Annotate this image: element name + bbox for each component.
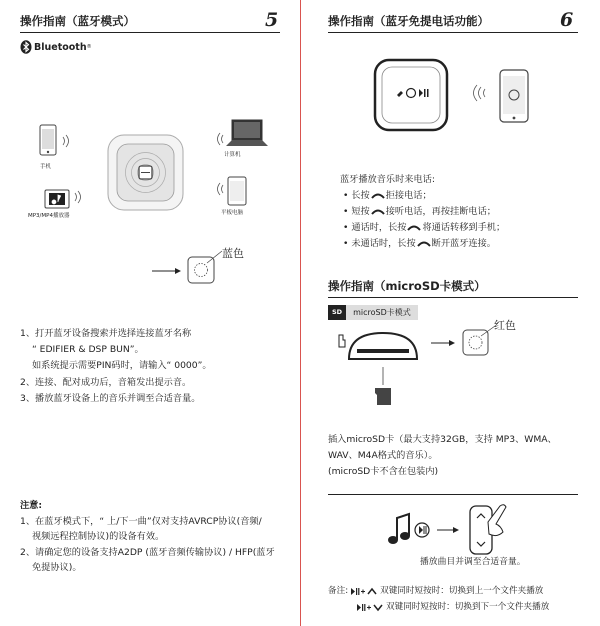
tablet-icon <box>228 177 246 205</box>
mp3-player-icon <box>45 190 69 208</box>
phone-call-icon <box>500 70 528 122</box>
remark-1-text: 双键同时短按时：切换到上一个文件夹播放 <box>380 586 544 596</box>
red-led-label: 红色 <box>494 319 516 332</box>
handset-icon <box>371 208 385 216</box>
call-item-3-post: 将通话转移到手机； <box>422 222 506 233</box>
call-item-4-pre: • 未通话时，长按 <box>343 238 416 249</box>
microsd-header-rule <box>328 297 578 298</box>
microsd-text-line-3: (microSD卡不含在包装内) <box>328 466 439 477</box>
laptop-signal-icon <box>218 133 224 145</box>
mp3-label: MP3/MP4播放器 <box>28 213 70 219</box>
microsd-badge-label: microSD卡模式 <box>346 305 418 320</box>
microsd-card-icon <box>375 388 391 405</box>
step-2: 2、连接、配对成功后，音箱发出提示音。 <box>20 377 192 388</box>
call-item-2-pre: • 短按 <box>343 206 370 217</box>
computer-label: 计算机 <box>224 152 241 158</box>
remark-2 <box>354 601 549 614</box>
volume-section-rule <box>328 494 578 495</box>
left-page-number: 5 <box>265 9 279 31</box>
page-divider <box>300 0 301 626</box>
speaker-top-icon <box>375 60 447 130</box>
left-page-header: 操作指南（蓝牙模式） <box>20 14 135 28</box>
microsd-mode-badge <box>328 305 418 320</box>
microsd-insert-illustration <box>335 325 505 415</box>
right-page-header: 操作指南（蓝牙免提电话功能） <box>328 14 489 28</box>
microsd-text-line-2: WAV、M4A格式的音乐）。 <box>328 450 438 461</box>
microsd-text-line-1: 插入microSD卡（最大支持32GB，支持 MP3、WMA、 <box>328 434 557 445</box>
handset-icon <box>371 192 385 200</box>
bluetooth-reg-mark: ® <box>86 44 92 50</box>
laptop-icon <box>226 120 268 146</box>
phone-label: 手机 <box>40 164 52 170</box>
handset-icon <box>417 240 431 248</box>
volume-illustration <box>385 500 525 558</box>
note-1-line-1: 1、在蓝牙模式下，“ 上/下一曲”仅对支持AVRCP协议(音频/ <box>20 516 262 527</box>
note-title: 注意: <box>20 500 43 511</box>
play-pause-plus-up-icon <box>350 587 378 596</box>
handsfree-illustration <box>370 55 540 135</box>
phone-signal-icon <box>63 135 69 147</box>
left-header-rule <box>20 32 280 33</box>
sd-slot-icon <box>339 333 417 359</box>
call-item-2 <box>343 205 496 218</box>
remark-2-text: 双键同时短按时：切换到下一个文件夹播放 <box>386 602 550 612</box>
right-header-rule <box>328 32 578 33</box>
bluetooth-logo-text: Bluetooth <box>34 41 87 53</box>
right-page-number: 6 <box>560 9 574 31</box>
note-2-line-1: 2、请确定您的设备支持A2DP (蓝牙音频传输协议) / HFP(蓝牙 <box>20 547 275 558</box>
volume-caption: 播放曲目并调至合适音量。 <box>420 557 526 567</box>
call-item-4-post: 断开蓝牙连接。 <box>431 238 496 249</box>
step-1-line-3: 如系统提示需要PIN码时，请输入“ 0000”。 <box>32 360 212 371</box>
call-signal-icon <box>474 85 486 101</box>
call-item-3 <box>343 221 505 234</box>
mp3-signal-icon <box>75 191 81 203</box>
blue-led-label: 蓝色 <box>222 247 244 260</box>
phone-icon <box>40 125 56 155</box>
call-item-2-post: 接听电话，再按挂断电话； <box>385 206 496 217</box>
microsd-badge-icon: SD <box>328 305 346 320</box>
remark-1 <box>328 585 543 598</box>
tablet-label: 平板电脑 <box>221 210 244 216</box>
call-title: 蓝牙播放音乐时来电话: <box>340 174 435 185</box>
microsd-section-header: 操作指南（microSD卡模式） <box>328 279 486 293</box>
note-1-line-2: 视频远程控制协议)的设备有效。 <box>32 531 165 542</box>
note-2-line-2: 免提协议)。 <box>32 562 82 573</box>
tablet-signal-icon <box>218 183 224 195</box>
step-1-line-1: 1、打开蓝牙设备搜索并选择连接蓝牙名称 <box>20 328 192 339</box>
bluetooth-logo <box>20 40 92 54</box>
call-item-3-pre: • 通话时，长按 <box>343 222 407 233</box>
play-pause-plus-down-icon <box>356 603 384 612</box>
call-item-1-pre: • 长按 <box>343 190 370 201</box>
play-pause-icon <box>415 523 429 537</box>
step-1-line-2: “ EDIFIER & DSP BUN”。 <box>32 344 144 355</box>
call-item-1-post: 拒接电话； <box>385 190 432 201</box>
remark-label: 备注: <box>328 586 349 596</box>
handset-icon <box>407 224 421 232</box>
music-note-icon <box>388 514 410 544</box>
step-3: 3、播放蓝牙设备上的音乐并调至合适音量。 <box>20 393 201 404</box>
speaker-icon <box>108 135 183 210</box>
call-item-1 <box>343 189 432 202</box>
call-item-4 <box>343 237 496 250</box>
bluetooth-icon <box>20 40 32 54</box>
